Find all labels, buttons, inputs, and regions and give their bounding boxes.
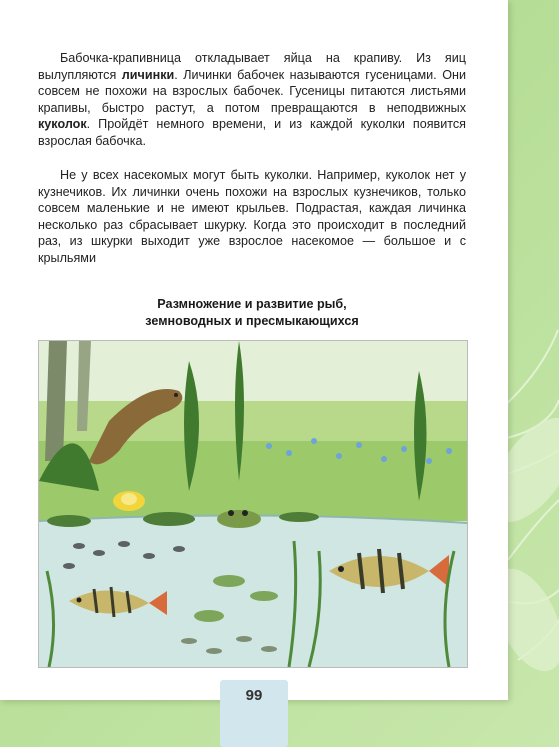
pond-illustration bbox=[38, 340, 468, 668]
water-lily-icon bbox=[113, 491, 145, 511]
figure-title bbox=[38, 296, 466, 330]
page-number: 99 bbox=[245, 687, 263, 704]
term-pupae: куколок bbox=[38, 117, 87, 132]
text-span: Бабочка-крапивница откладывает яйца на крапиву. Из яиц вылупляются bbox=[38, 51, 466, 82]
pond-scene bbox=[39, 341, 467, 667]
paragraph-grasshopper bbox=[38, 167, 466, 267]
term-larvae: личинки bbox=[121, 67, 175, 82]
frog-icon bbox=[217, 510, 261, 528]
text-span: . Личинки бабочек называются гусеницами. Они совсем не похожи на взрослых бабочек. Гусеницы питаются листьями крапивы, быстро растут, а потом превращаются в неподвижных bbox=[38, 67, 466, 115]
figure-title-line2: земноводных и пресмыкающихся bbox=[145, 314, 359, 328]
figure-title-line1: Размножение и развитие рыб, bbox=[157, 297, 347, 311]
paragraph-text: Не у всех насекомых могут быть куколки. Например, куколок нет у кузнечиков. Их личинки очень похожи на взрослых кузнечиков, только совсем маленькие и не имеют крыльев. Подрастая, каждая личинка несколько раз сбрасывает шкурку. Когда это происходит в последний раз, из шкурки выходит уже взрослое насекомое — большое и с крыльями bbox=[38, 168, 466, 265]
paragraph-butterfly bbox=[38, 50, 466, 150]
text-span: . Пройдёт немного времени, и из каждой куколки появится взрослая бабочка. bbox=[38, 117, 466, 148]
